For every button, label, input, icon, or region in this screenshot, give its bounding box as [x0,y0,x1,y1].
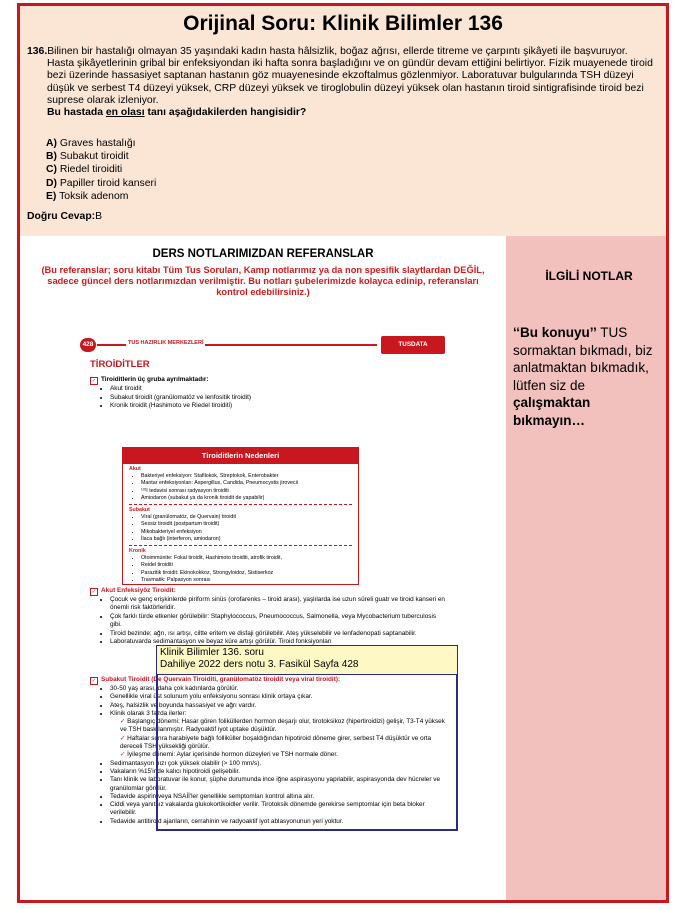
answer-label: Doğru Cevap: [27,211,96,222]
list-item: • Ciddi veya yanıtsız vakalarda glukokortikoidler verilir. Tirotoksik dönemde gerekirse semptomlar için beta bloker verilebilir. [110,801,445,818]
notes-title: İLGİLİ NOTLAR [545,269,633,283]
list-item: • Reidel tiroiditi [141,562,352,569]
intro-section [90,376,445,411]
list-item: • Tiroid bezinde; ağrı, ısı artışı, ciltte eritem ve disfaji görülebilir. Ateş yükselebilir ve lenfadenopati saptanabilir. [110,630,445,638]
list-item: • Travmatik: Palpasyon sonrası [141,577,352,584]
list-item: • Ateş, halsizlik ve boyunda hassasiyet ve ağrı vardır. [110,702,445,710]
lead-before: Bu hastada [47,107,106,119]
highlight-line-1: Klinik Bilimler 136. soru [160,647,264,658]
option-letter: D) [46,177,57,189]
checkbox-icon: ✓ [91,589,97,595]
option-e[interactable] [46,190,156,203]
list-item: • Çocuk ve genç erişkinlerde piriform sinüs (orofarenks – tiroid arası), yaşlılarda ise uzun süreli guatr ve tiroid kanseri en önemli risk faktörleridir. [110,596,445,613]
references-panel [20,236,506,903]
references-subtitle: (Bu referanslar; soru kitabı Tüm Tus Soruları, Kamp notlarımız ya da non spesifik slaytlardan DEĞİL, sadece güncel ders notlarımızdan verilmiştir. Bu notları şubelerimizde kolayca edinip, referansları kontrol edebilirsiniz.) [41,265,485,297]
list-item: • Tedavide antitiroid ajanların, cerrahinin ve radyoaktif iyot ablasyonunun yeri yoktur. [110,818,445,826]
option-c[interactable] [46,163,156,176]
list-item: • Amiodaron (subakut ya da kronik tiroidit de yapabilir) [141,495,352,502]
notes-quote: ‘‘Bu konuyu’’ [513,325,597,340]
page-frame [17,3,669,903]
option-text: Riedel tiroiditi [56,164,123,176]
phase-text: Haftalar sonra harabiyete bağlı folliküller boşaldığından hipotiroid döneme girer, serbest T4 düşüktür ve orta dereceli TSH yüksekliği görülür. [120,734,432,751]
list-item: • Laboratuvarda sedimantasyon ve beyaz küre artışı görülür. Tiroid fonksiyonları [110,638,445,646]
book-heading: TİROİDİTLER [90,359,150,370]
list-item: • Akut tiroidit [110,385,445,394]
book-page-number: 428 [80,338,96,352]
notes-emphasis: çalışmaktan bıkmayın… [513,395,591,428]
causes-table-title: Tiroiditlerin Nedenleri [123,448,358,464]
answer-value: B [95,211,103,222]
list-item: • 30-50 yaş arası, daha çok kadınlarda görülür. [110,685,445,693]
subacute-title: Subakut Tiroidit (De Quervain Tiroiditi, granülomatöz tiroidit veya viral tiroidit): [101,676,341,683]
phase-text: Başlangıç dönemi: Hasar gören foliküllerden hormon deşarjı olur, tirotoksikoz (hipertiroidizi) gelişir, T3-T4 yüksek ve TSH baskılanmıştır. Radyoaktif iyot uptake düşüktür. [120,718,445,734]
question-block [27,46,657,119]
answer-options [46,137,156,203]
question-body: Bilinen bir hastalığı olmayan 35 yaşındaki kadın hasta hâlsizlik, boğaz ağrısı, ellerde titreme ve çarpıntı şikâyeti ile başvuruyor. Hasta şikâyetlerinin gribal bir enfeksiyondan iki hafta sonra başladığını ve on gündür devam ettiğini belirtiyor. Fizik muayenede tiroid bezi üzerinde hassasiyet saptanan hastanın göz muayenesinde ekzoftalmus gözlenmiyor. Laboratuvar bulgularında TSH düzeyi düşük ve serbest T4 düzeyi yüksek, CRP düzeyi yüksek ve tiroglobulin düzeyi yüksek olan hastanın tiroid sintigrafisinde tiroid bezi suprese olarak izleniyor. [47,46,653,106]
option-letter: A) [46,138,57,149]
option-a[interactable] [46,137,156,150]
acute-section [90,587,445,646]
book-header [78,336,448,354]
notes-text [513,324,663,429]
correct-answer [27,211,102,222]
highlight-label [156,645,458,675]
causes-subacute [129,507,352,546]
list-item: • Klinik olarak 3 fazda ilerler: [110,710,445,718]
list-item: • Sessiz tiroidit (postpartum tiroidit) [141,521,352,528]
option-letter: C) [46,164,57,176]
question-number: 136. [27,46,48,57]
option-text: Subakut tiroidit [56,151,129,163]
option-b[interactable] [46,150,156,163]
tusdata-logo: TUSDATA [381,336,445,354]
page-title: Orijinal Soru: Klinik Bilimler 136 [183,12,503,35]
option-letter: B) [46,151,57,163]
list-item: • Tanı klinik ve laboratuvar ile konur, şüphe durumunda ince iğne aspirasyonu yapılabilir, aspirasyonda dev hücreler ve granülomlar görülür. [110,776,445,793]
subacute-label: Subakut [129,507,150,514]
phase-text: İyileşme dönemi: Aylar içerisinde hormon düzeyleri ve TSH normale döner. [127,751,338,759]
causes-table [122,447,359,585]
option-text: Toksik adenom [56,190,129,202]
phase-item: ✓ Başlangıç dönemi: Hasar gören foliküllerden hormon deşarjı olur, tirotoksikoz (hipertiroidizi) gelişir, T3-T4 yüksek ve TSH baskılanmıştır. Radyoaktif iyot uptake düşüktür. [120,718,445,734]
notes-panel [506,236,669,903]
lead-underlined: en olası [105,107,145,119]
list-item: • Viral (granülomatöz, de Quervain) tiroidit [141,514,352,521]
option-d[interactable] [46,177,156,190]
chronic-label: Kronik [129,548,146,555]
list-item: • Subakut tiroidit (granülomatöz ve lenfositik tiroidit) [110,394,445,403]
book-center-name: TUS HAZIRLIK MERKEZLERİ [128,340,204,346]
option-letter: E) [46,190,57,202]
question-text [27,46,657,119]
list-item: • Tedavide aspirin veya NSAİİ'ler genellikle semptomları kontrol altına alır. [110,793,445,801]
checkbox-icon: ✓ [91,378,97,384]
list-item: • Kronik tiroidit (Hashimoto ve Riedel tiroiditi) [110,402,445,411]
causes-acute [129,466,352,505]
list-item: • ¹³¹I tedavisi sonrası radyasyon tiroiditi [141,488,352,495]
list-item: • İlaca bağlı (interferon, amiodaron) [141,536,352,543]
phase-item: ✓ Haftalar sonra harabiyete bağlı folliküller boşaldığından hipotiroid döneme girer, serbest T4 düşüktür ve orta dereceli TSH yüksekliği görülür. [120,734,432,751]
list-item: • Mantar enfeksiyonları: Aspergillus, Candida, Pneumocystis jirovecii [141,480,352,487]
list-item: • Genellikle viral üst solunum yolu enfeksiyonu sonrası klinik ortaya çıkar. [110,693,445,701]
phase-item: ✓ İyileşme dönemi: Aylar içerisinde hormon düzeyleri ve TSH normale döner. [120,751,338,759]
acute-title: Akut Enfeksiyöz Tiroidit: [101,587,176,594]
list-item: • Vakaların %15'inde kalıcı hipotiroidi gelişebilir. [110,768,445,776]
list-item: • Sedimantasyon hızı çok yüksek olabilir (> 100 mm/s). [110,760,445,768]
acute-label: Akut [129,466,141,472]
notes-body: TUS sormaktan bıkmadı, biz anlatmaktan bıkmadık, lütfen siz de [513,325,653,393]
list-item: • Bakteriyel enfeksiyon: Stafilokok, Streptokok, Enterobakter [141,473,352,480]
references-title: DERS NOTLARIMIZDAN REFERANSLAR [152,248,374,260]
highlight-line-2: Dahiliye 2022 ders notu 3. Fasikül Sayfa 428 [160,658,359,670]
lead-after: tanı aşağıdakilerden hangisidir? [144,107,307,119]
list-item: • Mikobakteriyel enfeksiyon [141,529,352,536]
list-item: • Otoimmünite: Fokal tiroidit, Hashimoto tiroiditi, atrofik tiroidit, [141,555,352,562]
question-lead [47,107,306,118]
list-item: • Parazitik tiroidit: Ekinokokkoz, Strongyloidoz, Sistiserkoz [141,570,352,577]
intro-title: Tiroiditlerin üç gruba ayrılmaktadır: [101,376,209,383]
option-text: Graves hastalığı [56,138,136,149]
list-item: • Çok farklı türde etkenler görülebilir: Staphylococcus, Pneumococcus, Salmonella, veya Mycobacterium tuberculosis gibi. [110,613,445,630]
option-text: Papiller tiroid kanseri [56,177,157,189]
causes-chronic [129,548,352,584]
checkbox-icon: ✓ [91,678,97,684]
